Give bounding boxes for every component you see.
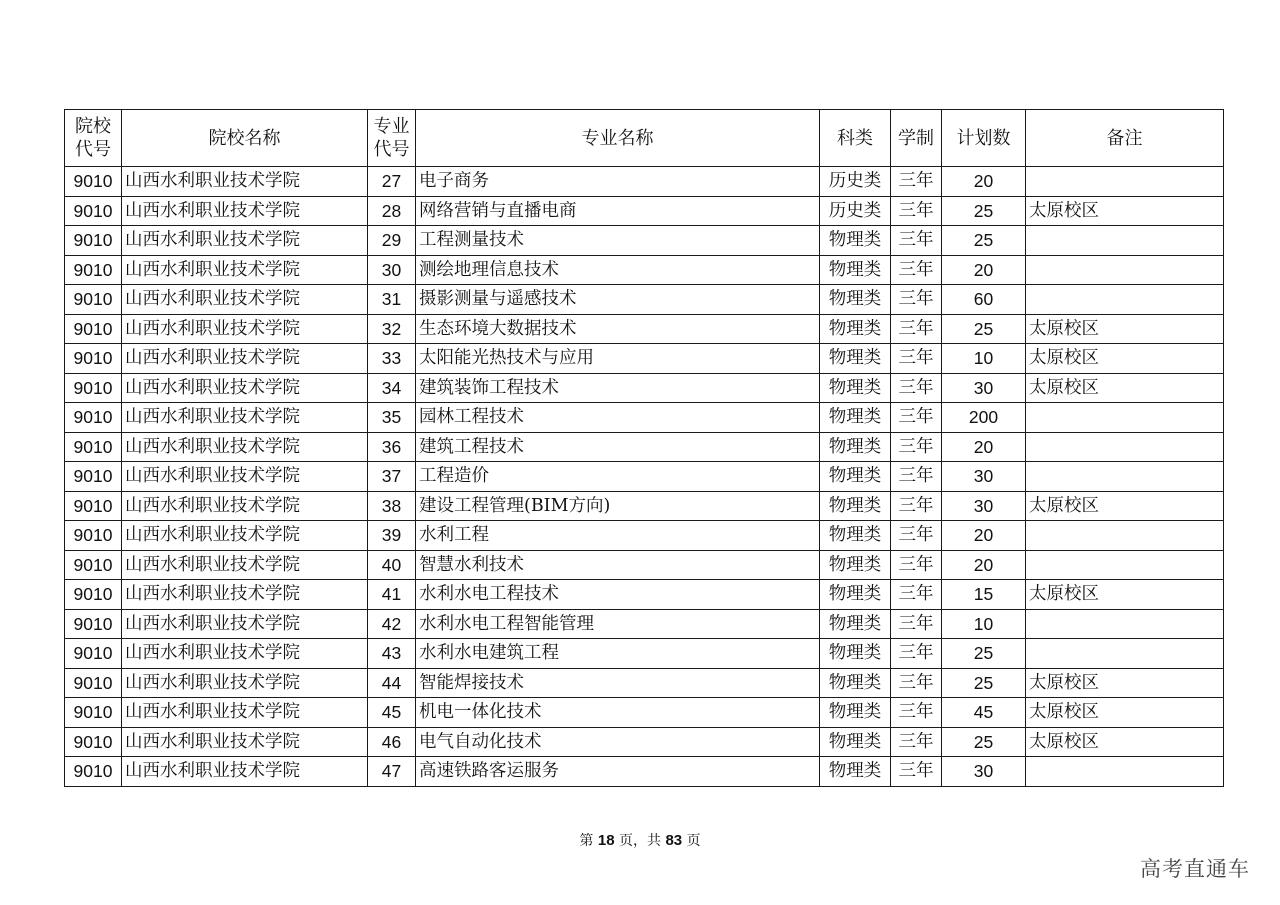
cell-subject: 历史类	[820, 196, 891, 226]
cell-major-name: 建设工程管理(BIM方向)	[416, 491, 820, 521]
table-row	[65, 668, 1224, 698]
cell-note	[1026, 550, 1224, 580]
watermark-text: 高考直通车	[1140, 857, 1250, 881]
cell-school-name: 山西水利职业技术学院	[122, 698, 368, 728]
cell-years: 三年	[891, 521, 942, 551]
cell-school-name: 山西水利职业技术学院	[122, 285, 368, 315]
table-header-row	[65, 110, 1224, 167]
cell-subject: 物理类	[820, 550, 891, 580]
cell-major-code: 28	[368, 196, 416, 226]
cell-years: 三年	[891, 580, 942, 610]
header-years: 学制	[891, 110, 942, 167]
cell-plan: 25	[942, 727, 1026, 757]
cell-school-code: 9010	[65, 167, 122, 197]
cell-note	[1026, 462, 1224, 492]
cell-note: 太原校区	[1026, 580, 1224, 610]
table-row	[65, 727, 1224, 757]
cell-school-name: 山西水利职业技术学院	[122, 550, 368, 580]
footer-total-pages: 83	[665, 832, 683, 849]
cell-note: 太原校区	[1026, 668, 1224, 698]
cell-note	[1026, 639, 1224, 669]
cell-school-code: 9010	[65, 668, 122, 698]
cell-plan: 20	[942, 255, 1026, 285]
table-row	[65, 403, 1224, 433]
cell-school-name: 山西水利职业技术学院	[122, 757, 368, 787]
cell-major-name: 水利水电工程智能管理	[416, 609, 820, 639]
table-row	[65, 580, 1224, 610]
cell-major-code: 44	[368, 668, 416, 698]
table-row	[65, 285, 1224, 315]
cell-school-code: 9010	[65, 698, 122, 728]
cell-years: 三年	[891, 196, 942, 226]
cell-major-name: 电子商务	[416, 167, 820, 197]
cell-school-name: 山西水利职业技术学院	[122, 727, 368, 757]
cell-major-code: 36	[368, 432, 416, 462]
cell-years: 三年	[891, 285, 942, 315]
cell-note: 太原校区	[1026, 314, 1224, 344]
cell-plan: 30	[942, 757, 1026, 787]
cell-school-code: 9010	[65, 757, 122, 787]
cell-note: 太原校区	[1026, 373, 1224, 403]
cell-plan: 10	[942, 609, 1026, 639]
table-row	[65, 226, 1224, 256]
cell-plan: 30	[942, 462, 1026, 492]
cell-years: 三年	[891, 167, 942, 197]
cell-note	[1026, 403, 1224, 433]
cell-school-code: 9010	[65, 226, 122, 256]
cell-subject: 物理类	[820, 521, 891, 551]
cell-major-name: 建筑装饰工程技术	[416, 373, 820, 403]
cell-major-code: 42	[368, 609, 416, 639]
cell-school-code: 9010	[65, 285, 122, 315]
cell-school-code: 9010	[65, 196, 122, 226]
table-row	[65, 550, 1224, 580]
cell-note: 太原校区	[1026, 698, 1224, 728]
cell-subject: 物理类	[820, 491, 891, 521]
cell-plan: 30	[942, 491, 1026, 521]
cell-plan: 20	[942, 550, 1026, 580]
cell-school-code: 9010	[65, 639, 122, 669]
cell-school-code: 9010	[65, 609, 122, 639]
cell-school-name: 山西水利职业技术学院	[122, 226, 368, 256]
cell-school-code: 9010	[65, 580, 122, 610]
cell-years: 三年	[891, 698, 942, 728]
cell-subject: 物理类	[820, 285, 891, 315]
cell-subject: 物理类	[820, 462, 891, 492]
cell-major-name: 水利水电建筑工程	[416, 639, 820, 669]
cell-plan: 200	[942, 403, 1026, 433]
cell-school-name: 山西水利职业技术学院	[122, 432, 368, 462]
cell-school-name: 山西水利职业技术学院	[122, 521, 368, 551]
cell-school-code: 9010	[65, 550, 122, 580]
cell-years: 三年	[891, 727, 942, 757]
cell-major-name: 智慧水利技术	[416, 550, 820, 580]
table-row	[65, 255, 1224, 285]
cell-plan: 30	[942, 373, 1026, 403]
cell-school-name: 山西水利职业技术学院	[122, 255, 368, 285]
cell-major-code: 37	[368, 462, 416, 492]
cell-school-code: 9010	[65, 462, 122, 492]
footer-suffix: 页	[686, 833, 701, 849]
cell-school-name: 山西水利职业技术学院	[122, 668, 368, 698]
cell-years: 三年	[891, 344, 942, 374]
cell-major-code: 31	[368, 285, 416, 315]
cell-major-name: 测绘地理信息技术	[416, 255, 820, 285]
header-major-code-label: 专业 代号	[373, 116, 410, 160]
cell-plan: 20	[942, 432, 1026, 462]
cell-major-name: 智能焊接技术	[416, 668, 820, 698]
cell-note	[1026, 757, 1224, 787]
cell-years: 三年	[891, 314, 942, 344]
cell-school-code: 9010	[65, 344, 122, 374]
cell-subject: 物理类	[820, 314, 891, 344]
cell-school-code: 9010	[65, 521, 122, 551]
cell-subject: 历史类	[820, 167, 891, 197]
cell-subject: 物理类	[820, 373, 891, 403]
enrollment-plan-table	[64, 109, 1224, 787]
cell-school-name: 山西水利职业技术学院	[122, 609, 368, 639]
cell-years: 三年	[891, 491, 942, 521]
table-row	[65, 432, 1224, 462]
table-row	[65, 639, 1224, 669]
cell-subject: 物理类	[820, 668, 891, 698]
cell-major-code: 33	[368, 344, 416, 374]
cell-major-name: 工程造价	[416, 462, 820, 492]
cell-note	[1026, 609, 1224, 639]
cell-note	[1026, 226, 1224, 256]
cell-major-code: 40	[368, 550, 416, 580]
cell-note	[1026, 285, 1224, 315]
cell-school-name: 山西水利职业技术学院	[122, 639, 368, 669]
cell-subject: 物理类	[820, 727, 891, 757]
cell-school-name: 山西水利职业技术学院	[122, 344, 368, 374]
cell-school-name: 山西水利职业技术学院	[122, 491, 368, 521]
cell-years: 三年	[891, 550, 942, 580]
table-row	[65, 609, 1224, 639]
cell-note	[1026, 432, 1224, 462]
header-major-name: 专业名称	[416, 110, 820, 167]
cell-major-name: 生态环境大数据技术	[416, 314, 820, 344]
table-row	[65, 196, 1224, 226]
cell-subject: 物理类	[820, 698, 891, 728]
table-row	[65, 491, 1224, 521]
footer-page-number: 18	[597, 832, 615, 849]
cell-years: 三年	[891, 255, 942, 285]
cell-school-name: 山西水利职业技术学院	[122, 580, 368, 610]
header-subject: 科类	[820, 110, 891, 167]
cell-major-code: 38	[368, 491, 416, 521]
cell-major-code: 45	[368, 698, 416, 728]
cell-school-code: 9010	[65, 403, 122, 433]
cell-note: 太原校区	[1026, 491, 1224, 521]
header-school-code-label: 院校 代号	[75, 116, 111, 160]
cell-school-name: 山西水利职业技术学院	[122, 167, 368, 197]
enrollment-plan-sheet	[64, 109, 1223, 787]
cell-plan: 20	[942, 167, 1026, 197]
cell-plan: 20	[942, 521, 1026, 551]
header-school-name: 院校名称	[122, 110, 368, 167]
cell-major-name: 建筑工程技术	[416, 432, 820, 462]
table-body	[65, 167, 1224, 787]
cell-subject: 物理类	[820, 609, 891, 639]
cell-major-code: 39	[368, 521, 416, 551]
cell-note	[1026, 521, 1224, 551]
cell-plan: 45	[942, 698, 1026, 728]
table-row	[65, 167, 1224, 197]
cell-school-name: 山西水利职业技术学院	[122, 196, 368, 226]
cell-school-code: 9010	[65, 432, 122, 462]
cell-major-code: 43	[368, 639, 416, 669]
cell-subject: 物理类	[820, 757, 891, 787]
cell-major-code: 32	[368, 314, 416, 344]
cell-note	[1026, 255, 1224, 285]
cell-plan: 25	[942, 668, 1026, 698]
cell-major-code: 30	[368, 255, 416, 285]
cell-major-name: 高速铁路客运服务	[416, 757, 820, 787]
cell-school-code: 9010	[65, 255, 122, 285]
page-footer	[0, 830, 1280, 850]
cell-note: 太原校区	[1026, 727, 1224, 757]
cell-school-name: 山西水利职业技术学院	[122, 403, 368, 433]
cell-major-name: 水利工程	[416, 521, 820, 551]
table-row	[65, 462, 1224, 492]
cell-major-code: 27	[368, 167, 416, 197]
cell-plan: 60	[942, 285, 1026, 315]
cell-major-name: 园林工程技术	[416, 403, 820, 433]
cell-major-name: 机电一体化技术	[416, 698, 820, 728]
table-row	[65, 344, 1224, 374]
cell-years: 三年	[891, 432, 942, 462]
header-school-code	[65, 110, 122, 167]
cell-years: 三年	[891, 609, 942, 639]
cell-major-name: 电气自动化技术	[416, 727, 820, 757]
cell-subject: 物理类	[820, 255, 891, 285]
cell-major-code: 41	[368, 580, 416, 610]
cell-plan: 10	[942, 344, 1026, 374]
cell-subject: 物理类	[820, 226, 891, 256]
cell-years: 三年	[891, 462, 942, 492]
cell-note: 太原校区	[1026, 196, 1224, 226]
footer-prefix: 第	[579, 833, 594, 849]
cell-school-name: 山西水利职业技术学院	[122, 314, 368, 344]
table-row	[65, 314, 1224, 344]
cell-major-name: 太阳能光热技术与应用	[416, 344, 820, 374]
cell-subject: 物理类	[820, 403, 891, 433]
cell-major-code: 34	[368, 373, 416, 403]
cell-major-code: 47	[368, 757, 416, 787]
cell-subject: 物理类	[820, 580, 891, 610]
cell-years: 三年	[891, 668, 942, 698]
cell-years: 三年	[891, 639, 942, 669]
cell-school-name: 山西水利职业技术学院	[122, 462, 368, 492]
header-note: 备注	[1026, 110, 1224, 167]
cell-plan: 25	[942, 314, 1026, 344]
cell-major-name: 工程测量技术	[416, 226, 820, 256]
header-plan: 计划数	[942, 110, 1026, 167]
cell-plan: 25	[942, 639, 1026, 669]
cell-subject: 物理类	[820, 639, 891, 669]
cell-major-code: 35	[368, 403, 416, 433]
cell-years: 三年	[891, 373, 942, 403]
table-row	[65, 373, 1224, 403]
table-row	[65, 521, 1224, 551]
cell-plan: 25	[942, 196, 1026, 226]
cell-note: 太原校区	[1026, 344, 1224, 374]
table-row	[65, 698, 1224, 728]
table-row	[65, 757, 1224, 787]
cell-major-code: 29	[368, 226, 416, 256]
cell-major-name: 水利水电工程技术	[416, 580, 820, 610]
cell-school-code: 9010	[65, 373, 122, 403]
header-major-code	[368, 110, 416, 167]
cell-years: 三年	[891, 403, 942, 433]
cell-school-code: 9010	[65, 727, 122, 757]
cell-major-code: 46	[368, 727, 416, 757]
cell-subject: 物理类	[820, 344, 891, 374]
cell-major-name: 网络营销与直播电商	[416, 196, 820, 226]
footer-middle: 页，共	[619, 833, 661, 849]
cell-school-code: 9010	[65, 314, 122, 344]
cell-plan: 25	[942, 226, 1026, 256]
cell-major-name: 摄影测量与遥感技术	[416, 285, 820, 315]
cell-school-name: 山西水利职业技术学院	[122, 373, 368, 403]
cell-subject: 物理类	[820, 432, 891, 462]
cell-plan: 15	[942, 580, 1026, 610]
cell-years: 三年	[891, 226, 942, 256]
cell-school-code: 9010	[65, 491, 122, 521]
cell-note	[1026, 167, 1224, 197]
cell-years: 三年	[891, 757, 942, 787]
